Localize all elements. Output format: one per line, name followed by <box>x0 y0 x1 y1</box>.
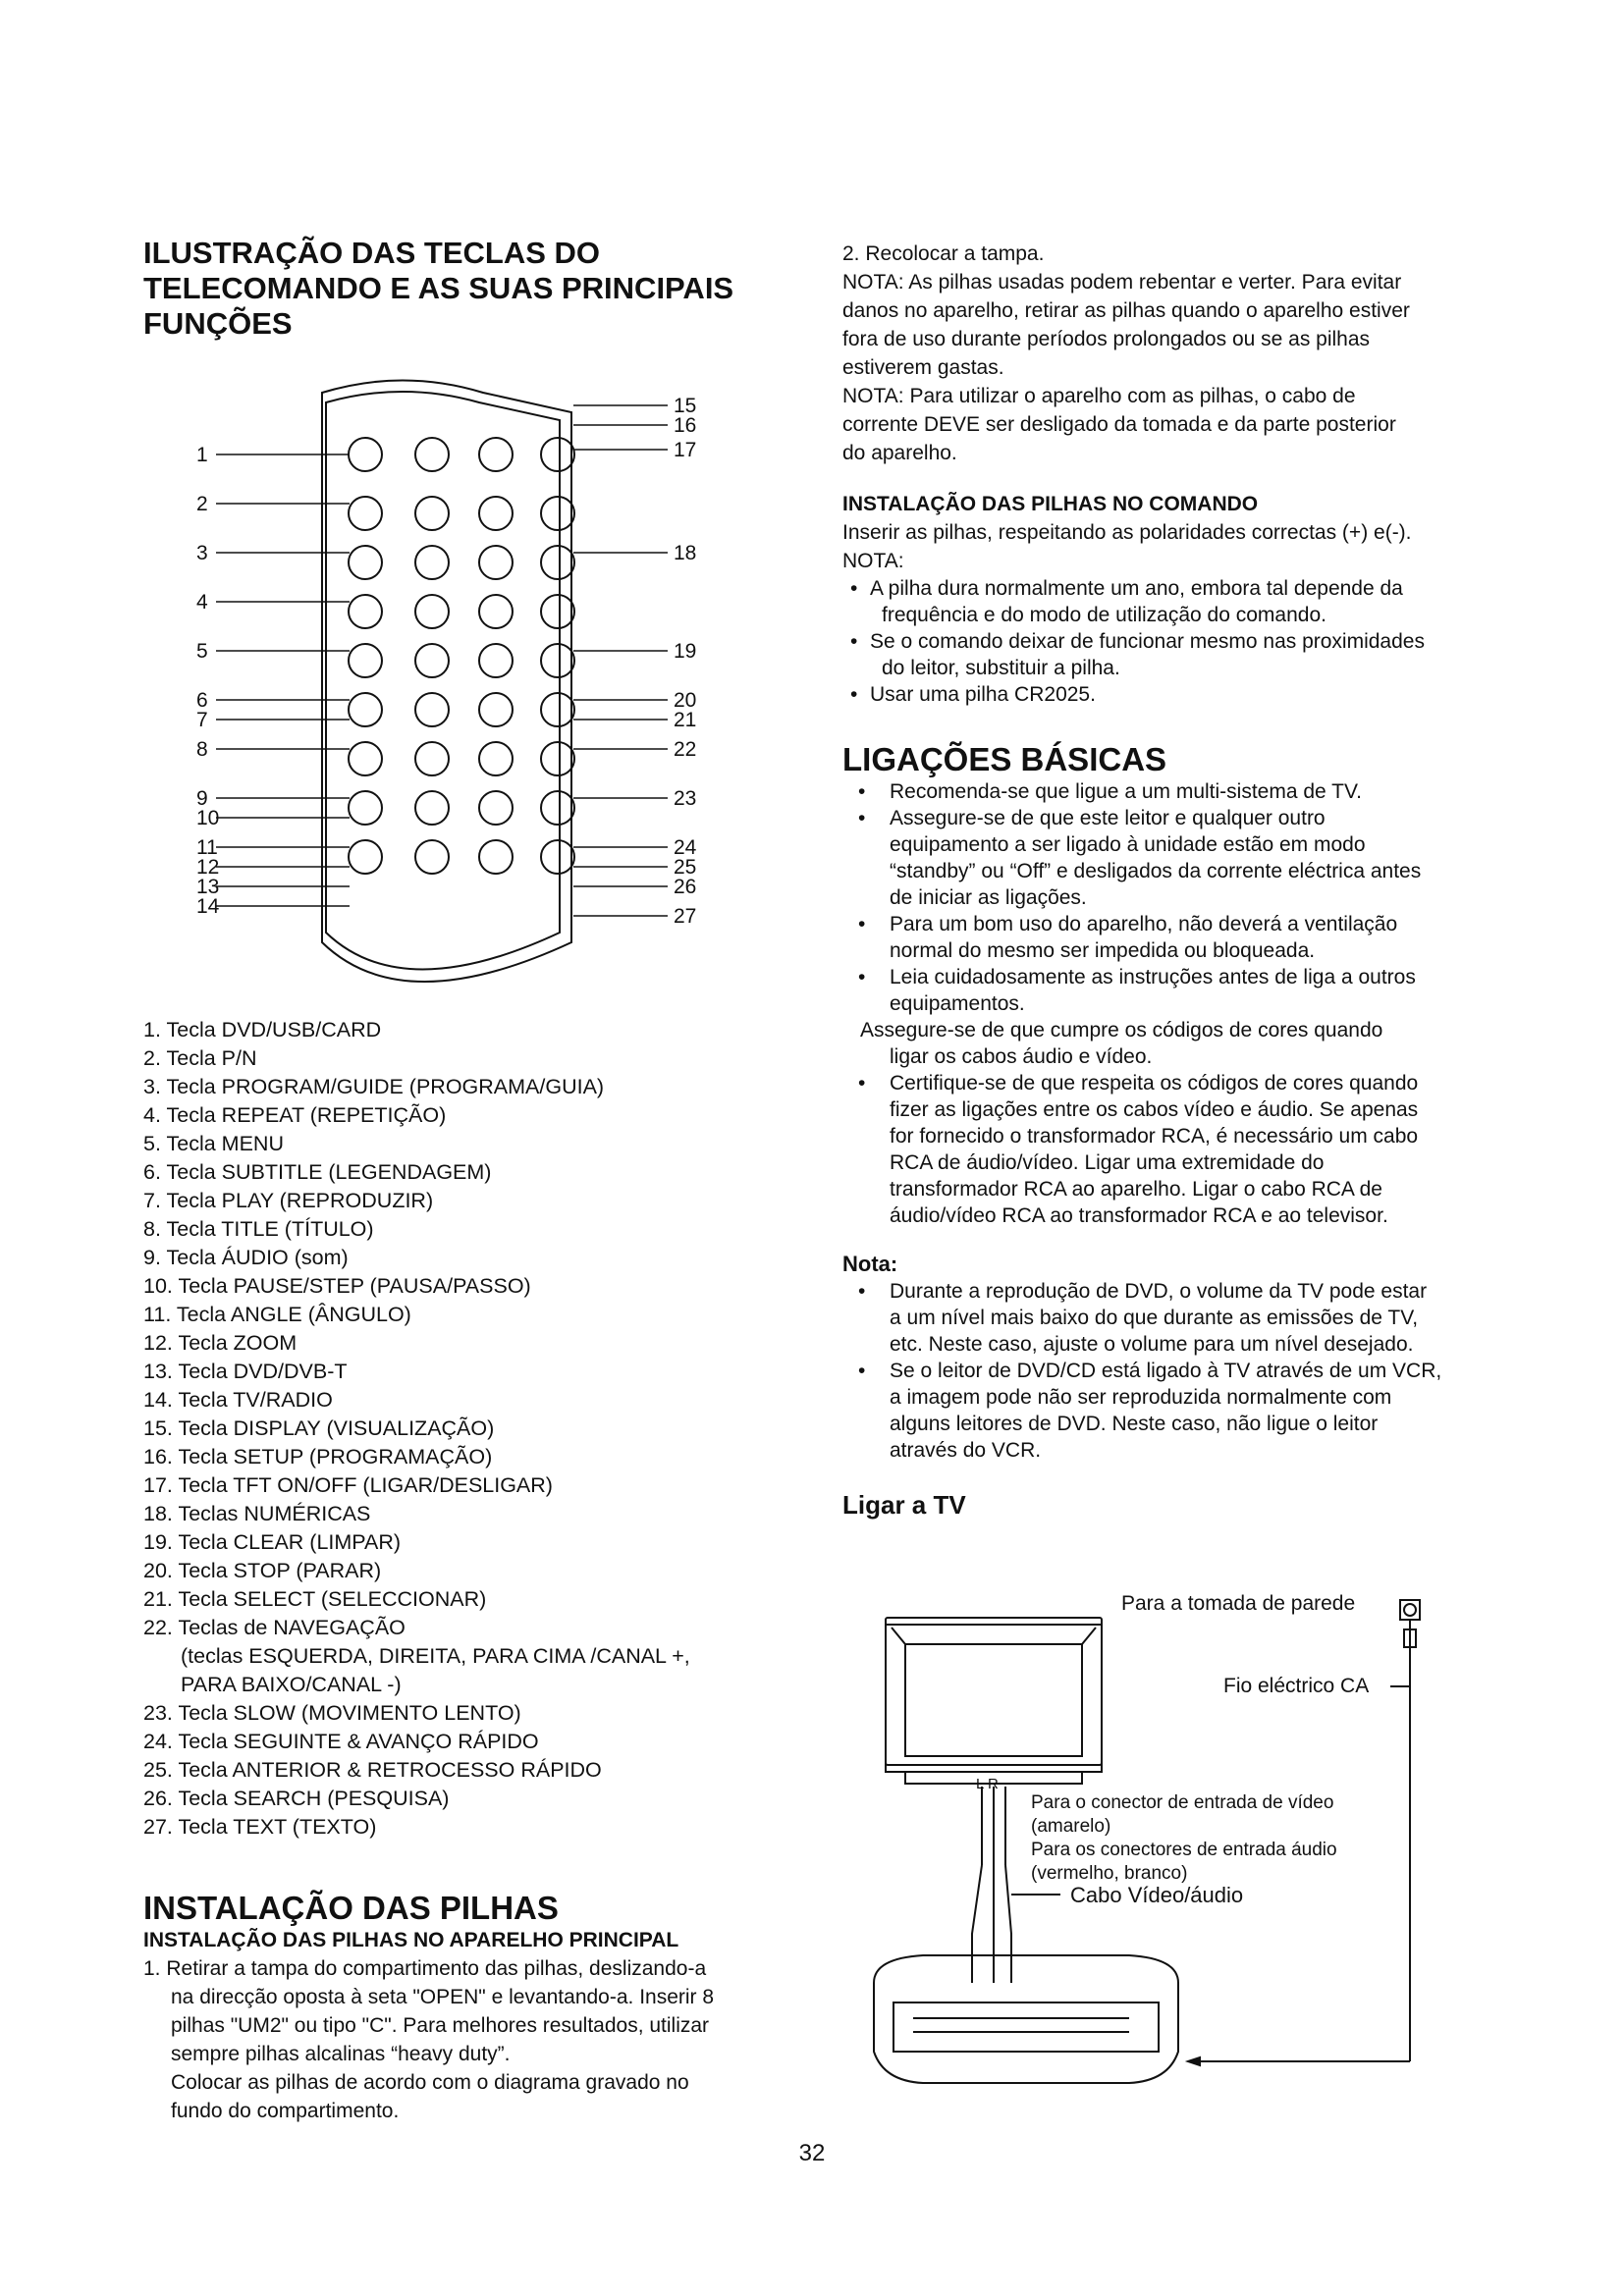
title-line: FUNÇÕES <box>143 306 293 341</box>
remote-button <box>479 595 513 628</box>
key-list-item: 11. Tecla ANGLE (ÂNGULO) <box>143 1303 411 1326</box>
remote-button <box>479 742 513 775</box>
bullet-line: “standby” ou “Off” e desligados da corrente eléctrica antes <box>890 860 1422 882</box>
tv-section <box>842 1489 1490 1521</box>
remote-battery-section <box>842 491 1490 708</box>
bullet-item <box>842 805 1490 911</box>
key-list-item: 27. Tecla TEXT (TEXTO) <box>143 1815 377 1839</box>
battery-subtitle: INSTALAÇÃO DAS PILHAS NO APARELHO PRINCIPAL <box>143 1929 679 1951</box>
page-number: 32 <box>798 2140 826 2166</box>
ac-cord-label: Fio eléctrico CA <box>1223 1675 1370 1697</box>
remote-button <box>479 546 513 579</box>
intro-line: NOTA: As pilhas usadas podem rebentar e verter. Para evitar <box>842 271 1402 294</box>
key-list-item: 21. Tecla SELECT (SELECCIONAR) <box>143 1587 487 1611</box>
remote-callout-label: 24 <box>674 836 697 859</box>
key-list-item: 7. Tecla PLAY (REPRODUZIR) <box>143 1189 434 1212</box>
remote-button <box>349 693 382 726</box>
connections-section <box>842 741 1490 1229</box>
remote-callout-label: 10 <box>196 807 220 829</box>
remote-battery-text: Inserir as pilhas, respeitando as polaridades correctas (+) e(-). <box>842 521 1412 544</box>
bullet-line: • Para um bom uso do aparelho, não deverá a ventilação <box>890 913 1398 935</box>
battery-section <box>143 1890 811 2125</box>
remote-button <box>479 438 513 471</box>
key-list-item: 12. Tecla ZOOM <box>143 1331 298 1355</box>
bullet-line: a imagem pode não ser reproduzida normalmente com <box>890 1386 1392 1409</box>
title-line: TELECOMANDO E AS SUAS PRINCIPAIS <box>143 271 734 305</box>
key-list-item: 24. Tecla SEGUINTE & AVANÇO RÁPIDO <box>143 1730 539 1753</box>
remote-callout-label: 1 <box>196 444 208 466</box>
remote-button <box>415 497 449 530</box>
bullet-item <box>842 575 1490 628</box>
bullet-line: • Certifique-se de que respeita os códigos de cores quando <box>890 1072 1419 1095</box>
remote-button <box>541 644 574 677</box>
remote-bullets <box>842 575 1490 708</box>
bullet-item <box>842 964 1490 1017</box>
remote-callout-label: 19 <box>674 640 697 663</box>
remote-callout-label: 20 <box>674 689 697 712</box>
key-list-item: 8. Tecla TITLE (TÍTULO) <box>143 1217 374 1241</box>
remote-button <box>349 438 382 471</box>
bullet-item <box>842 778 1490 805</box>
video-in-label: (amarelo) <box>1031 1816 1111 1837</box>
nota2-section <box>842 1251 1490 1464</box>
intro-line: NOTA: Para utilizar o aparelho com as pilhas, o cabo de <box>842 385 1356 407</box>
intro-line: corrente DEVE ser desligado da tomada e da parte posterior <box>842 413 1396 436</box>
intro-line: danos no aparelho, retirar as pilhas quando o aparelho estiver <box>842 299 1410 322</box>
left-column <box>143 236 791 342</box>
remote-button <box>349 840 382 874</box>
remote-button <box>541 693 574 726</box>
bullet-line: RCA de áudio/vídeo. Ligar uma extremidade do <box>890 1151 1325 1174</box>
remote-callout-label: 2 <box>196 493 208 515</box>
remote-callout-label: 4 <box>196 591 208 614</box>
remote-button <box>415 791 449 825</box>
bullet-line: for fornecido o transformador RCA, é necessário um cabo <box>890 1125 1419 1148</box>
key-list-item: 14. Tecla TV/RADIO <box>143 1388 333 1412</box>
remote-button <box>415 693 449 726</box>
key-list-item: 25. Tecla ANTERIOR & RETROCESSO RÁPIDO <box>143 1758 602 1782</box>
remote-button <box>349 497 382 530</box>
remote-callout-label: 27 <box>674 905 697 928</box>
bullet-line: através do VCR. <box>890 1439 1042 1462</box>
color-code-line: Assegure-se de que cumpre os códigos de cores quando <box>860 1019 1383 1041</box>
bullet-line: etc. Neste caso, ajuste o volume para um nível desejado. <box>890 1333 1414 1356</box>
bullet-line: • Durante a reprodução de DVD, o volume da TV pode estar <box>890 1280 1428 1303</box>
remote-callout-label: 23 <box>674 787 697 810</box>
remote-callout-label: 22 <box>674 738 697 761</box>
bullet-line: • Se o comando deixar de funcionar mesmo nas proximidades <box>870 630 1425 653</box>
bullet-line: a um nível mais baixo do que durante as emissões de TV, <box>890 1307 1419 1329</box>
audio-in-label: (vermelho, branco) <box>1031 1863 1188 1884</box>
connections-bullet-last <box>842 1070 1490 1229</box>
battery-step: fundo do compartimento. <box>171 2100 400 2122</box>
battery-step: sempre pilhas alcalinas “heavy duty”. <box>171 2043 511 2065</box>
lr-label: L R <box>976 1776 999 1792</box>
key-22-continuation: (teclas ESQUERDA, DIREITA, PARA CIMA /CANAL +, <box>181 1644 690 1668</box>
remote-button <box>541 546 574 579</box>
bullet-line: • A pilha dura normalmente um ano, embora tal depende da <box>870 577 1403 600</box>
remote-callout-label: 14 <box>196 895 220 918</box>
remote-button <box>349 742 382 775</box>
bullet-line: • Recomenda-se que ligue a um multi-sistema de TV. <box>890 780 1362 803</box>
key-list-item: 3. Tecla PROGRAM/GUIDE (PROGRAMA/GUIA) <box>143 1075 605 1098</box>
intro-line: fora de uso durante períodos prolongados ou se as pilhas <box>842 328 1371 350</box>
remote-callout-label: 5 <box>196 640 208 663</box>
remote-illustration-title <box>143 236 791 342</box>
remote-button <box>541 742 574 775</box>
remote-button <box>415 595 449 628</box>
key-list-item: 26. Tecla SEARCH (PESQUISA) <box>143 1787 450 1810</box>
battery-step: pilhas "UM2" ou tipo "C". Para melhores resultados, utilizar <box>171 2014 710 2037</box>
title-line: ILUSTRAÇÃO DAS TECLAS DO <box>143 236 600 270</box>
key-list-item: 20. Tecla STOP (PARAR) <box>143 1559 382 1582</box>
key-list-item: 6. Tecla SUBTITLE (LEGENDAGEM) <box>143 1160 492 1184</box>
av-cable-label: Cabo Vídeo/áudio <box>1070 1883 1244 1907</box>
bullet-line: frequência e do modo de utilização do comando. <box>882 604 1326 626</box>
bullet-line: • Assegure-se de que este leitor e qualquer outro <box>890 807 1326 829</box>
bullet-line: alguns leitores de DVD. Neste caso, não ligue o leitor <box>890 1413 1379 1435</box>
battery-step: 1. Retirar a tampa do compartimento das pilhas, deslizando-a <box>143 1957 707 1980</box>
remote-button <box>415 742 449 775</box>
right-column <box>842 240 1490 1521</box>
remote-callout-label: 25 <box>674 856 697 879</box>
bullet-item <box>842 1070 1490 1229</box>
battery-step: na direcção oposta à seta "OPEN" e levantando-a. Inserir 8 <box>171 1986 715 2008</box>
key-list-item: 2. Tecla P/N <box>143 1046 257 1070</box>
remote-callout-label: 15 <box>674 395 697 417</box>
bullet-item <box>842 681 1490 708</box>
key-list-item: 23. Tecla SLOW (MOVIMENTO LENTO) <box>143 1701 521 1725</box>
remote-callout-label: 21 <box>674 709 697 731</box>
remote-button <box>415 438 449 471</box>
bullet-item <box>842 628 1490 681</box>
key-list-item: 9. Tecla ÁUDIO (som) <box>143 1246 349 1269</box>
bullet-line: transformador RCA ao aparelho. Ligar o cabo RCA de <box>890 1178 1382 1201</box>
remote-callout-label: 17 <box>674 439 697 461</box>
tv-connection-diagram <box>835 1571 1502 2101</box>
bullet-line: normal do mesmo ser impedida ou bloqueada. <box>890 939 1316 962</box>
bullet-line: fizer as ligações entre os cabos vídeo e áudio. Se apenas <box>890 1098 1419 1121</box>
key-list-item: 5. Tecla MENU <box>143 1132 284 1155</box>
connections-bullets <box>842 778 1490 1017</box>
remote-button <box>541 791 574 825</box>
wall-socket-label: Para a tomada de parede <box>1121 1592 1356 1615</box>
battery-step: Colocar as pilhas de acordo com o diagrama gravado no <box>171 2071 689 2094</box>
bullet-line: • Leia cuidadosamente as instruções antes de liga a outros <box>890 966 1416 988</box>
bullet-line: equipamento a ser ligado à unidade estão em modo <box>890 833 1366 856</box>
audio-in-label: Para os conectores de entrada áudio <box>1031 1840 1337 1860</box>
tv-title: Ligar a TV <box>842 1490 966 1520</box>
nota-label: NOTA: <box>842 550 904 572</box>
tv-icon <box>886 1618 1102 1765</box>
key-list-item: 13. Tecla DVD/DVB-T <box>143 1360 348 1383</box>
key-list-item: 15. Tecla DISPLAY (VISUALIZAÇÃO) <box>143 1416 495 1440</box>
remote-callout-label: 6 <box>196 689 208 712</box>
remote-button <box>349 546 382 579</box>
remote-button <box>415 546 449 579</box>
remote-callout-label: 26 <box>674 876 697 898</box>
remote-button <box>349 791 382 825</box>
bullet-item <box>842 1358 1490 1464</box>
nota2-bullets <box>842 1278 1490 1464</box>
bullet-line: do leitor, substituir a pilha. <box>882 657 1120 679</box>
remote-callout-label: 16 <box>674 414 697 437</box>
bullet-line: equipamentos. <box>890 992 1025 1015</box>
connections-title: LIGAÇÕES BÁSICAS <box>842 741 1167 777</box>
remote-button <box>479 840 513 874</box>
key-list-item: 17. Tecla TFT ON/OFF (LIGAR/DESLIGAR) <box>143 1473 553 1497</box>
remote-callout-label: 12 <box>196 856 220 879</box>
key-list-item: 18. Teclas NUMÉRICAS <box>143 1502 371 1525</box>
remote-button <box>541 595 574 628</box>
key-list-items <box>143 1016 791 1642</box>
remote-callout-label: 3 <box>196 542 208 564</box>
key-list-item: 19. Tecla CLEAR (LIMPAR) <box>143 1530 402 1554</box>
bullet-item <box>842 911 1490 964</box>
remote-button <box>541 497 574 530</box>
intro-line: estiverem gastas. <box>842 356 1004 379</box>
key-list-item: 10. Tecla PAUSE/STEP (PAUSA/PASSO) <box>143 1274 531 1298</box>
remote-callout-label: 13 <box>196 876 220 898</box>
remote-callout-label: 8 <box>196 738 208 761</box>
remote-button <box>479 644 513 677</box>
bullet-line: • Usar uma pilha CR2025. <box>870 683 1096 706</box>
remote-callout-label: 9 <box>196 787 208 810</box>
remote-button <box>479 693 513 726</box>
remote-button <box>415 840 449 874</box>
bullet-line: de iniciar as ligações. <box>890 886 1087 909</box>
remote-battery-title: INSTALAÇÃO DAS PILHAS NO COMANDO <box>842 493 1259 515</box>
intro-notes <box>842 240 1490 467</box>
remote-callout-label: 11 <box>196 836 218 859</box>
remote-button <box>541 840 574 874</box>
remote-button <box>349 644 382 677</box>
key-list-item: 16. Tecla SETUP (PROGRAMAÇÃO) <box>143 1445 493 1468</box>
bullet-line: • Se o leitor de DVD/CD está ligado à TV através de um VCR, <box>890 1360 1442 1382</box>
remote-callout-label: 18 <box>674 542 697 564</box>
remote-button <box>479 791 513 825</box>
key-list-item: 1. Tecla DVD/USB/CARD <box>143 1018 382 1041</box>
remote-control-diagram <box>196 373 746 1001</box>
intro-line: 2. Recolocar a tampa. <box>842 242 1045 265</box>
battery-title: INSTALAÇÃO DAS PILHAS <box>143 1890 559 1926</box>
bullet-item <box>842 1278 1490 1358</box>
key-list-item: 22. Teclas de NAVEGAÇÃO <box>143 1616 406 1639</box>
remote-button <box>479 497 513 530</box>
key-list <box>143 1016 791 1842</box>
nota2-title: Nota: <box>842 1252 898 1276</box>
intro-line: do aparelho. <box>842 442 957 464</box>
key-list-items-end <box>143 1699 791 1842</box>
key-22-continuation: PARA BAIXO/CANAL -) <box>181 1673 402 1696</box>
color-code-line: ligar os cabos áudio e vídeo. <box>890 1045 1153 1068</box>
remote-button <box>415 644 449 677</box>
remote-callout-label: 7 <box>196 709 208 731</box>
key-list-item: 4. Tecla REPEAT (REPETIÇÃO) <box>143 1103 447 1127</box>
bullet-line: áudio/vídeo RCA ao transformador RCA e ao televisor. <box>890 1204 1388 1227</box>
remote-button <box>349 595 382 628</box>
remote-button <box>541 438 574 471</box>
video-in-label: Para o conector de entrada de vídeo <box>1031 1792 1334 1813</box>
